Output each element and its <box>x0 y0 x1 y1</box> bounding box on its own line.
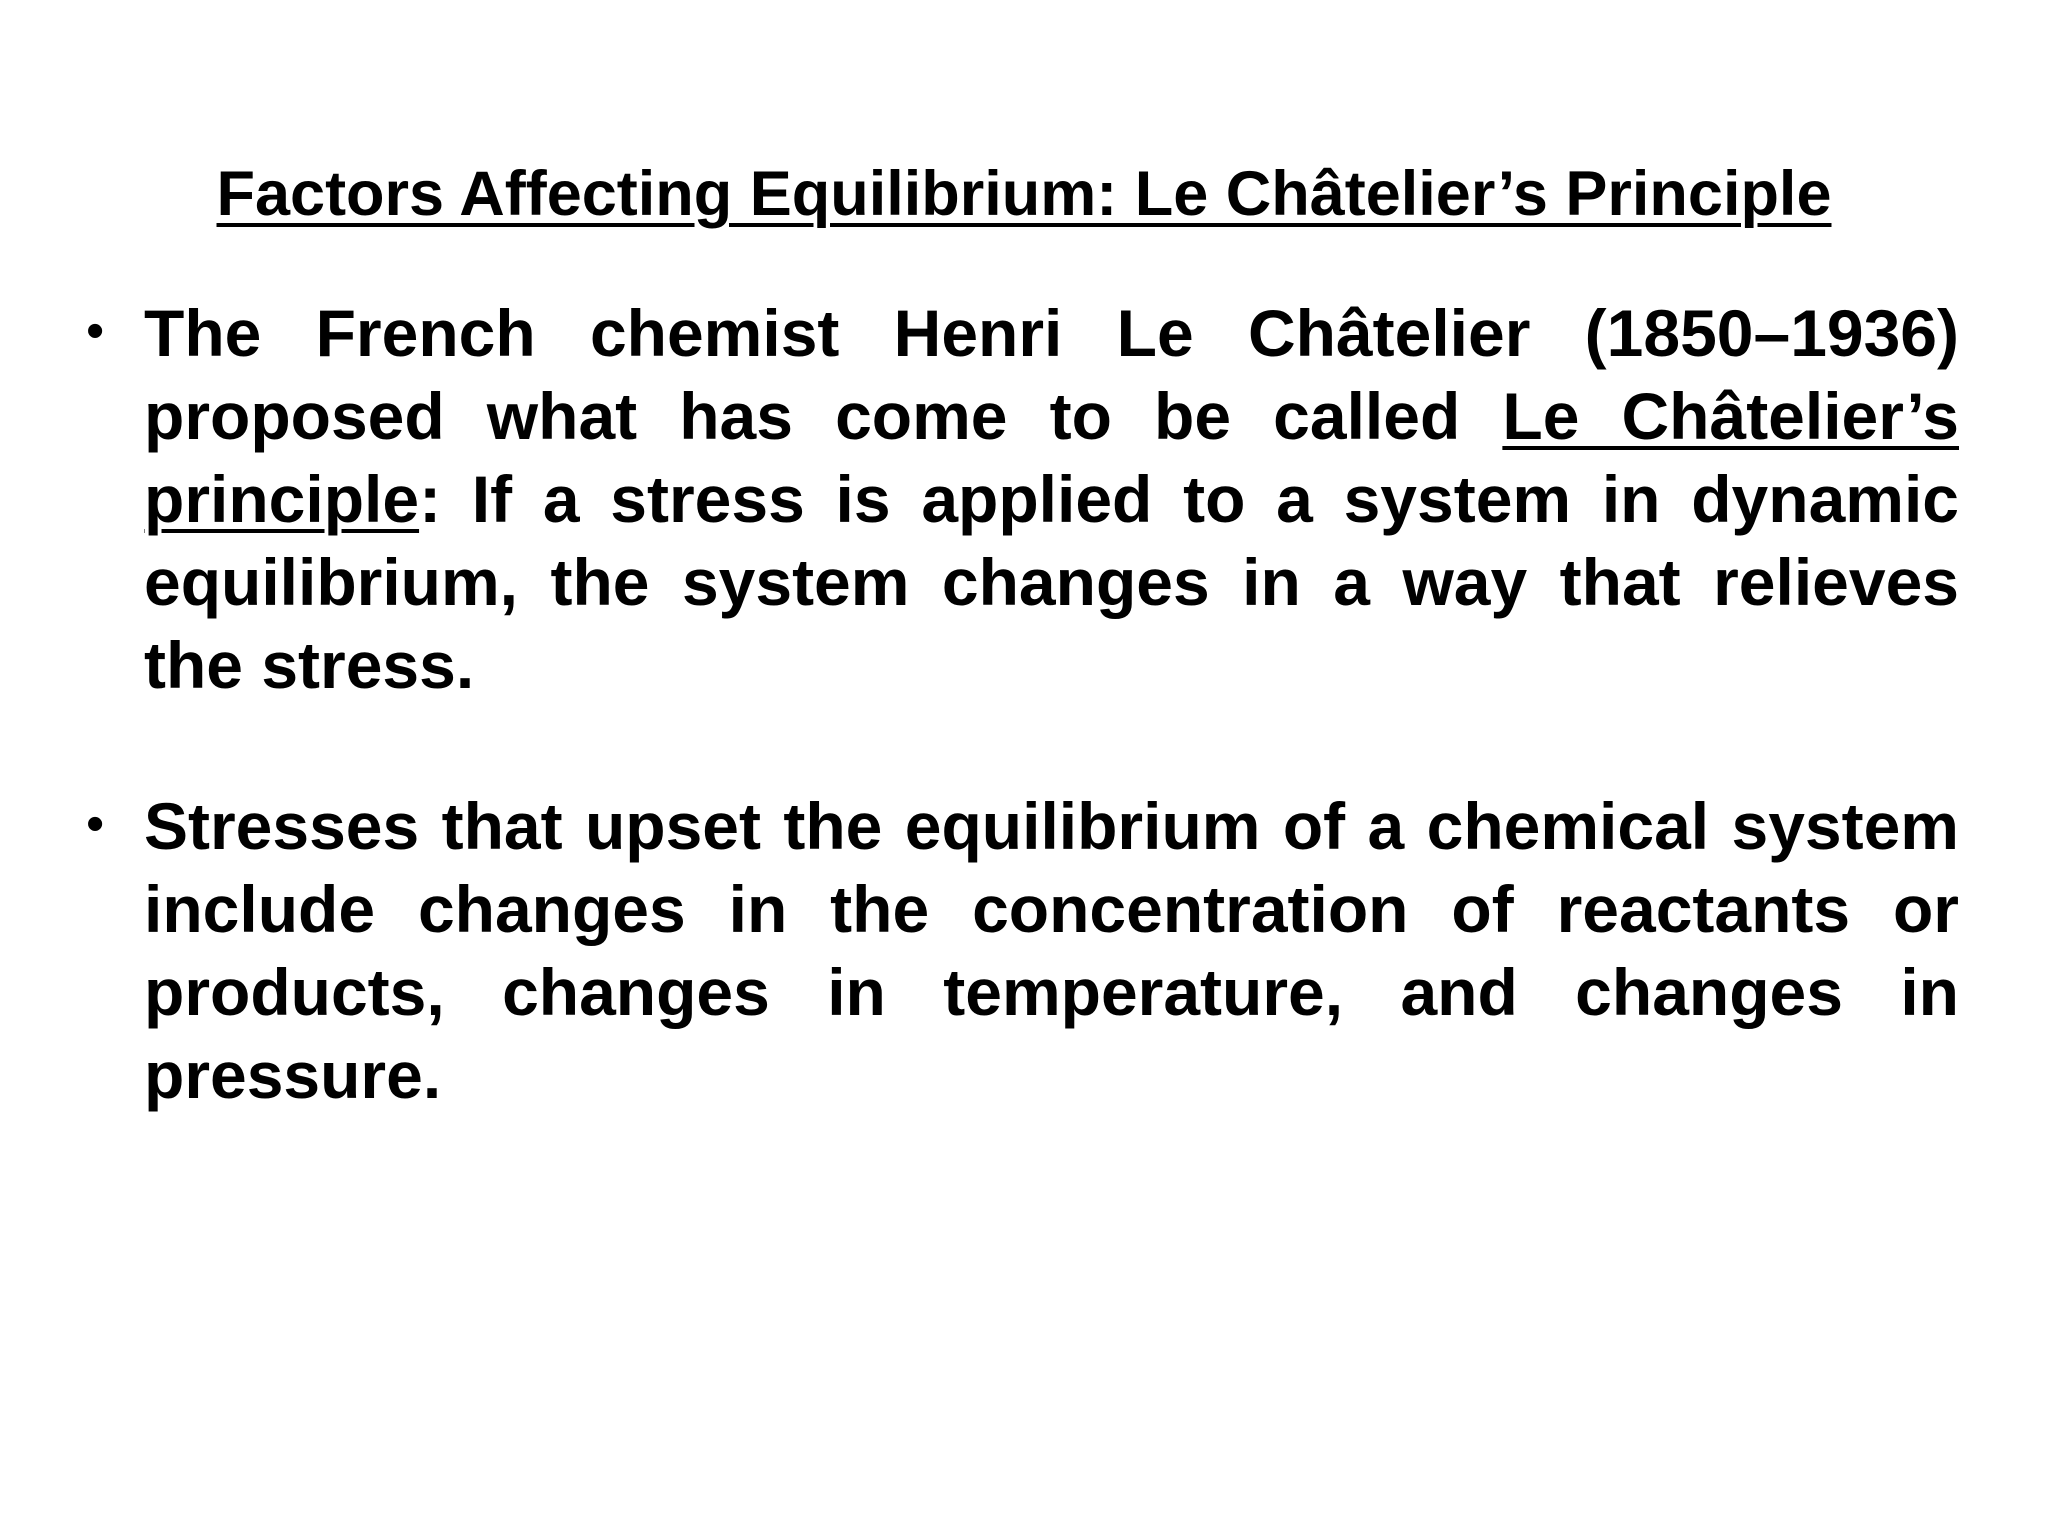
bullet-point-icon: • <box>86 795 105 853</box>
bullet-2-text: Stresses that upset the equilibrium of a chemical system include changes in the concentration of reactants or products, changes in temperature, and changes in pressure. <box>144 789 1959 1112</box>
principle-term: Le Châtelier’s principle <box>144 379 1959 536</box>
bullet-1-text-before: The French chemist Henri Le Châtelier (1850–1936) proposed what has come to be called <box>144 296 1959 453</box>
slide-title <box>0 154 2048 234</box>
bullet-item-1 <box>86 292 1959 707</box>
bullet-point-icon: • <box>86 302 105 360</box>
bullet-item-2 <box>86 785 1959 1117</box>
slide-title-text: Factors Affecting Equilibrium: Le Châtelier’s Principle <box>216 159 1832 229</box>
bullet-1-text-after: : If a stress is applied to a system in dynamic equilibrium, the system changes in a way that relieves the stress. <box>144 462 1959 702</box>
